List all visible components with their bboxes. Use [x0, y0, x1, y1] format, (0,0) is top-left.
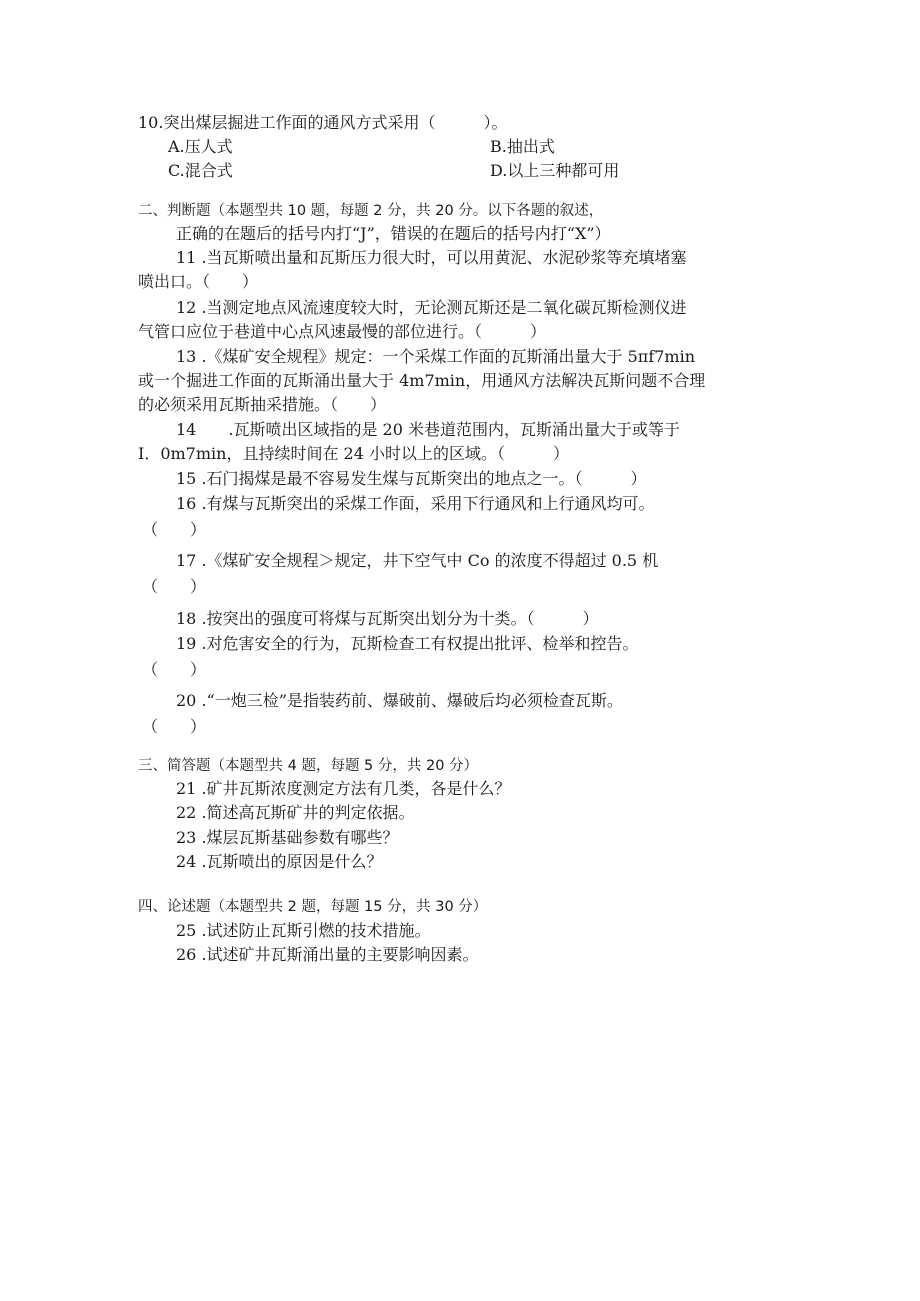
question-17-line-2: （ ）: [142, 577, 207, 596]
section-4-title: 四、论述题（本题型共 2 题，每题 15 分，共 30 分）: [138, 899, 488, 915]
question-20-line-1: 20 .“一炮三检”是指装药前、爆破前、爆破后均必须检查瓦斯。: [176, 691, 623, 710]
question-26: 26 .试述矿井瓦斯涌出量的主要影响因素。: [176, 945, 479, 964]
question-11-line-1: 11 .当瓦斯喷出量和瓦斯压力很大时，可以用黄泥、水泥砂浆等充填堵塞: [176, 248, 687, 267]
section-2-title: 二、判断题（本题型共 10 题，每题 2 分，共 20 分。以下各题的叙述，: [138, 203, 604, 219]
question-22: 22 .简述高瓦斯矿井的判定依据。: [176, 803, 415, 822]
section-2-instruction: 正确的在题后的括号内打“J”，错误的在题后的括号内打“X”）: [176, 224, 611, 243]
question-25: 25 .试述防止瓦斯引燃的技术措施。: [176, 921, 431, 940]
question-21: 21 .矿井瓦斯浓度测定方法有几类，各是什么？: [176, 779, 511, 798]
question-15: 15 .石门揭煤是最不容易发生煤与瓦斯突出的地点之一。（ ）: [176, 469, 647, 488]
question-10-option-b: B.抽出式: [490, 137, 555, 156]
question-13-line-3: 的必须采用瓦斯抽采措施。（ ）: [138, 395, 387, 414]
question-10-option-c: C.混合式: [168, 161, 233, 180]
question-10-stem: 10.突出煤层掘进工作面的通风方式采用（ ）。: [138, 113, 508, 132]
question-20-line-2: （ ）: [142, 717, 207, 736]
question-19-line-1: 19 .对危害安全的行为，瓦斯检查工有权提出批评、检举和控告。: [176, 634, 639, 653]
question-16-line-2: （ ）: [142, 520, 207, 539]
question-10-option-a: A.压人式: [168, 137, 233, 156]
section-3-title: 三、简答题（本题型共 4 题，每题 5 分，共 20 分）: [138, 758, 479, 774]
question-14-line-2: I．0m7min，且持续时间在 24 小时以上的区域。（ ）: [138, 444, 569, 463]
question-24: 24 .瓦斯喷出的原因是什么？: [176, 852, 383, 871]
question-18: 18 .按突出的强度可将煤与瓦斯突出划分为十类。（ ）: [176, 609, 599, 628]
question-12-line-1: 12 .当测定地点风流速度较大时，无论测瓦斯还是二氧化碳瓦斯检测仪进: [176, 298, 687, 317]
question-17-line-1: 17 .《煤矿安全规程＞规定，井下空气中 Co 的浓度不得超过 0.5 机: [176, 551, 659, 570]
question-13-line-2: 或一个掘进工作面的瓦斯涌出量大于 4m7min，用通风方法解决瓦斯问题不合理: [138, 371, 706, 390]
question-13-line-1: 13 .《煤矿安全规程》规定：一个采煤工作面的瓦斯涌出量大于 5πf7min: [176, 347, 696, 366]
question-12-line-2: 气管口应位于巷道中心点风速最慢的部位进行。（ ）: [138, 322, 547, 341]
question-23: 23 .煤层瓦斯基础参数有哪些？: [176, 828, 399, 847]
question-19-line-2: （ ）: [142, 660, 207, 679]
question-11-line-2: 喷出口。（ ）: [138, 272, 259, 291]
question-14-line-1: 14 .瓦斯喷出区域指的是 20 米巷道范围内，瓦斯涌出量大于或等于: [176, 420, 680, 439]
question-16-line-1: 16 .有煤与瓦斯突出的采煤工作面，采用下行通风和上行通风均可。: [176, 494, 655, 513]
question-10-option-d: D.以上三种都可用: [490, 161, 620, 180]
